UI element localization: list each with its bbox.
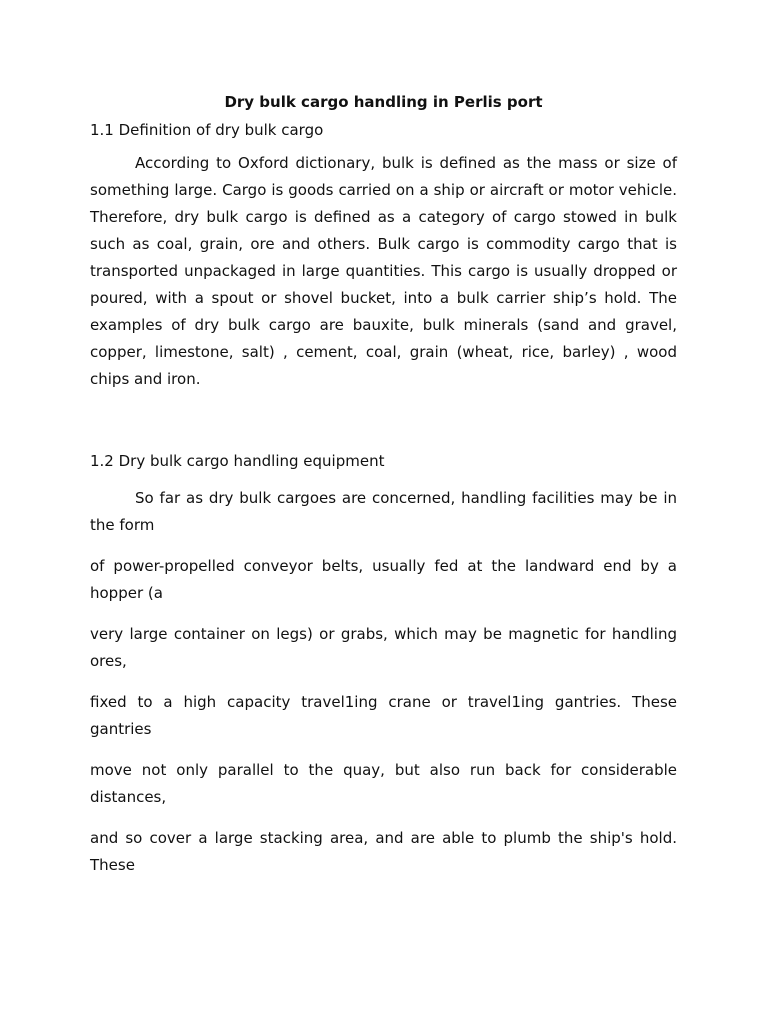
document-page [90, 90, 677, 893]
equipment-line-1: So far as dry bulk cargoes are concerned, handling facilities may be in the form [90, 489, 677, 534]
equipment-line-5: move not only parallel to the quay, but also run back for considerable distances, [90, 761, 677, 806]
section-heading-1-1: 1.1 Definition of dry bulk cargo [90, 121, 324, 139]
equipment-line-2: of power-propelled conveyor belts, usually fed at the landward end by a hopper (a [90, 557, 677, 602]
equipment-line-4: fixed to a high capacity travel1ing crane or travel1ing gantries. These gantries [90, 693, 677, 738]
document-title: Dry bulk cargo handling in Perlis port [224, 93, 543, 111]
equipment-line-6: and so cover a large stacking area, and are able to plumb the ship's hold. These [90, 829, 677, 874]
definition-paragraph: According to Oxford dictionary, bulk is defined as the mass or size of something large. Cargo is goods carried on a ship or aircraft or motor vehicle. Therefore, dry bulk cargo is defined as a category of cargo stowed in bulk such as coal, grain, ore and others. Bulk cargo is commodity cargo that is transported unpackaged in large quantities. This cargo is usually dropped or poured, with a spout or shovel bucket, into a bulk carrier ship’s hold. The examples of dry bulk cargo are bauxite, bulk minerals (sand and gravel, copper, limestone, salt) , cement, coal, grain (wheat, rice, barley) , wood chips and iron. [90, 154, 677, 388]
equipment-line-3: very large container on legs) or grabs, which may be magnetic for handling ores, [90, 625, 677, 670]
section-heading-1-2: 1.2 Dry bulk cargo handling equipment [90, 452, 385, 470]
section-spacer [90, 393, 677, 449]
